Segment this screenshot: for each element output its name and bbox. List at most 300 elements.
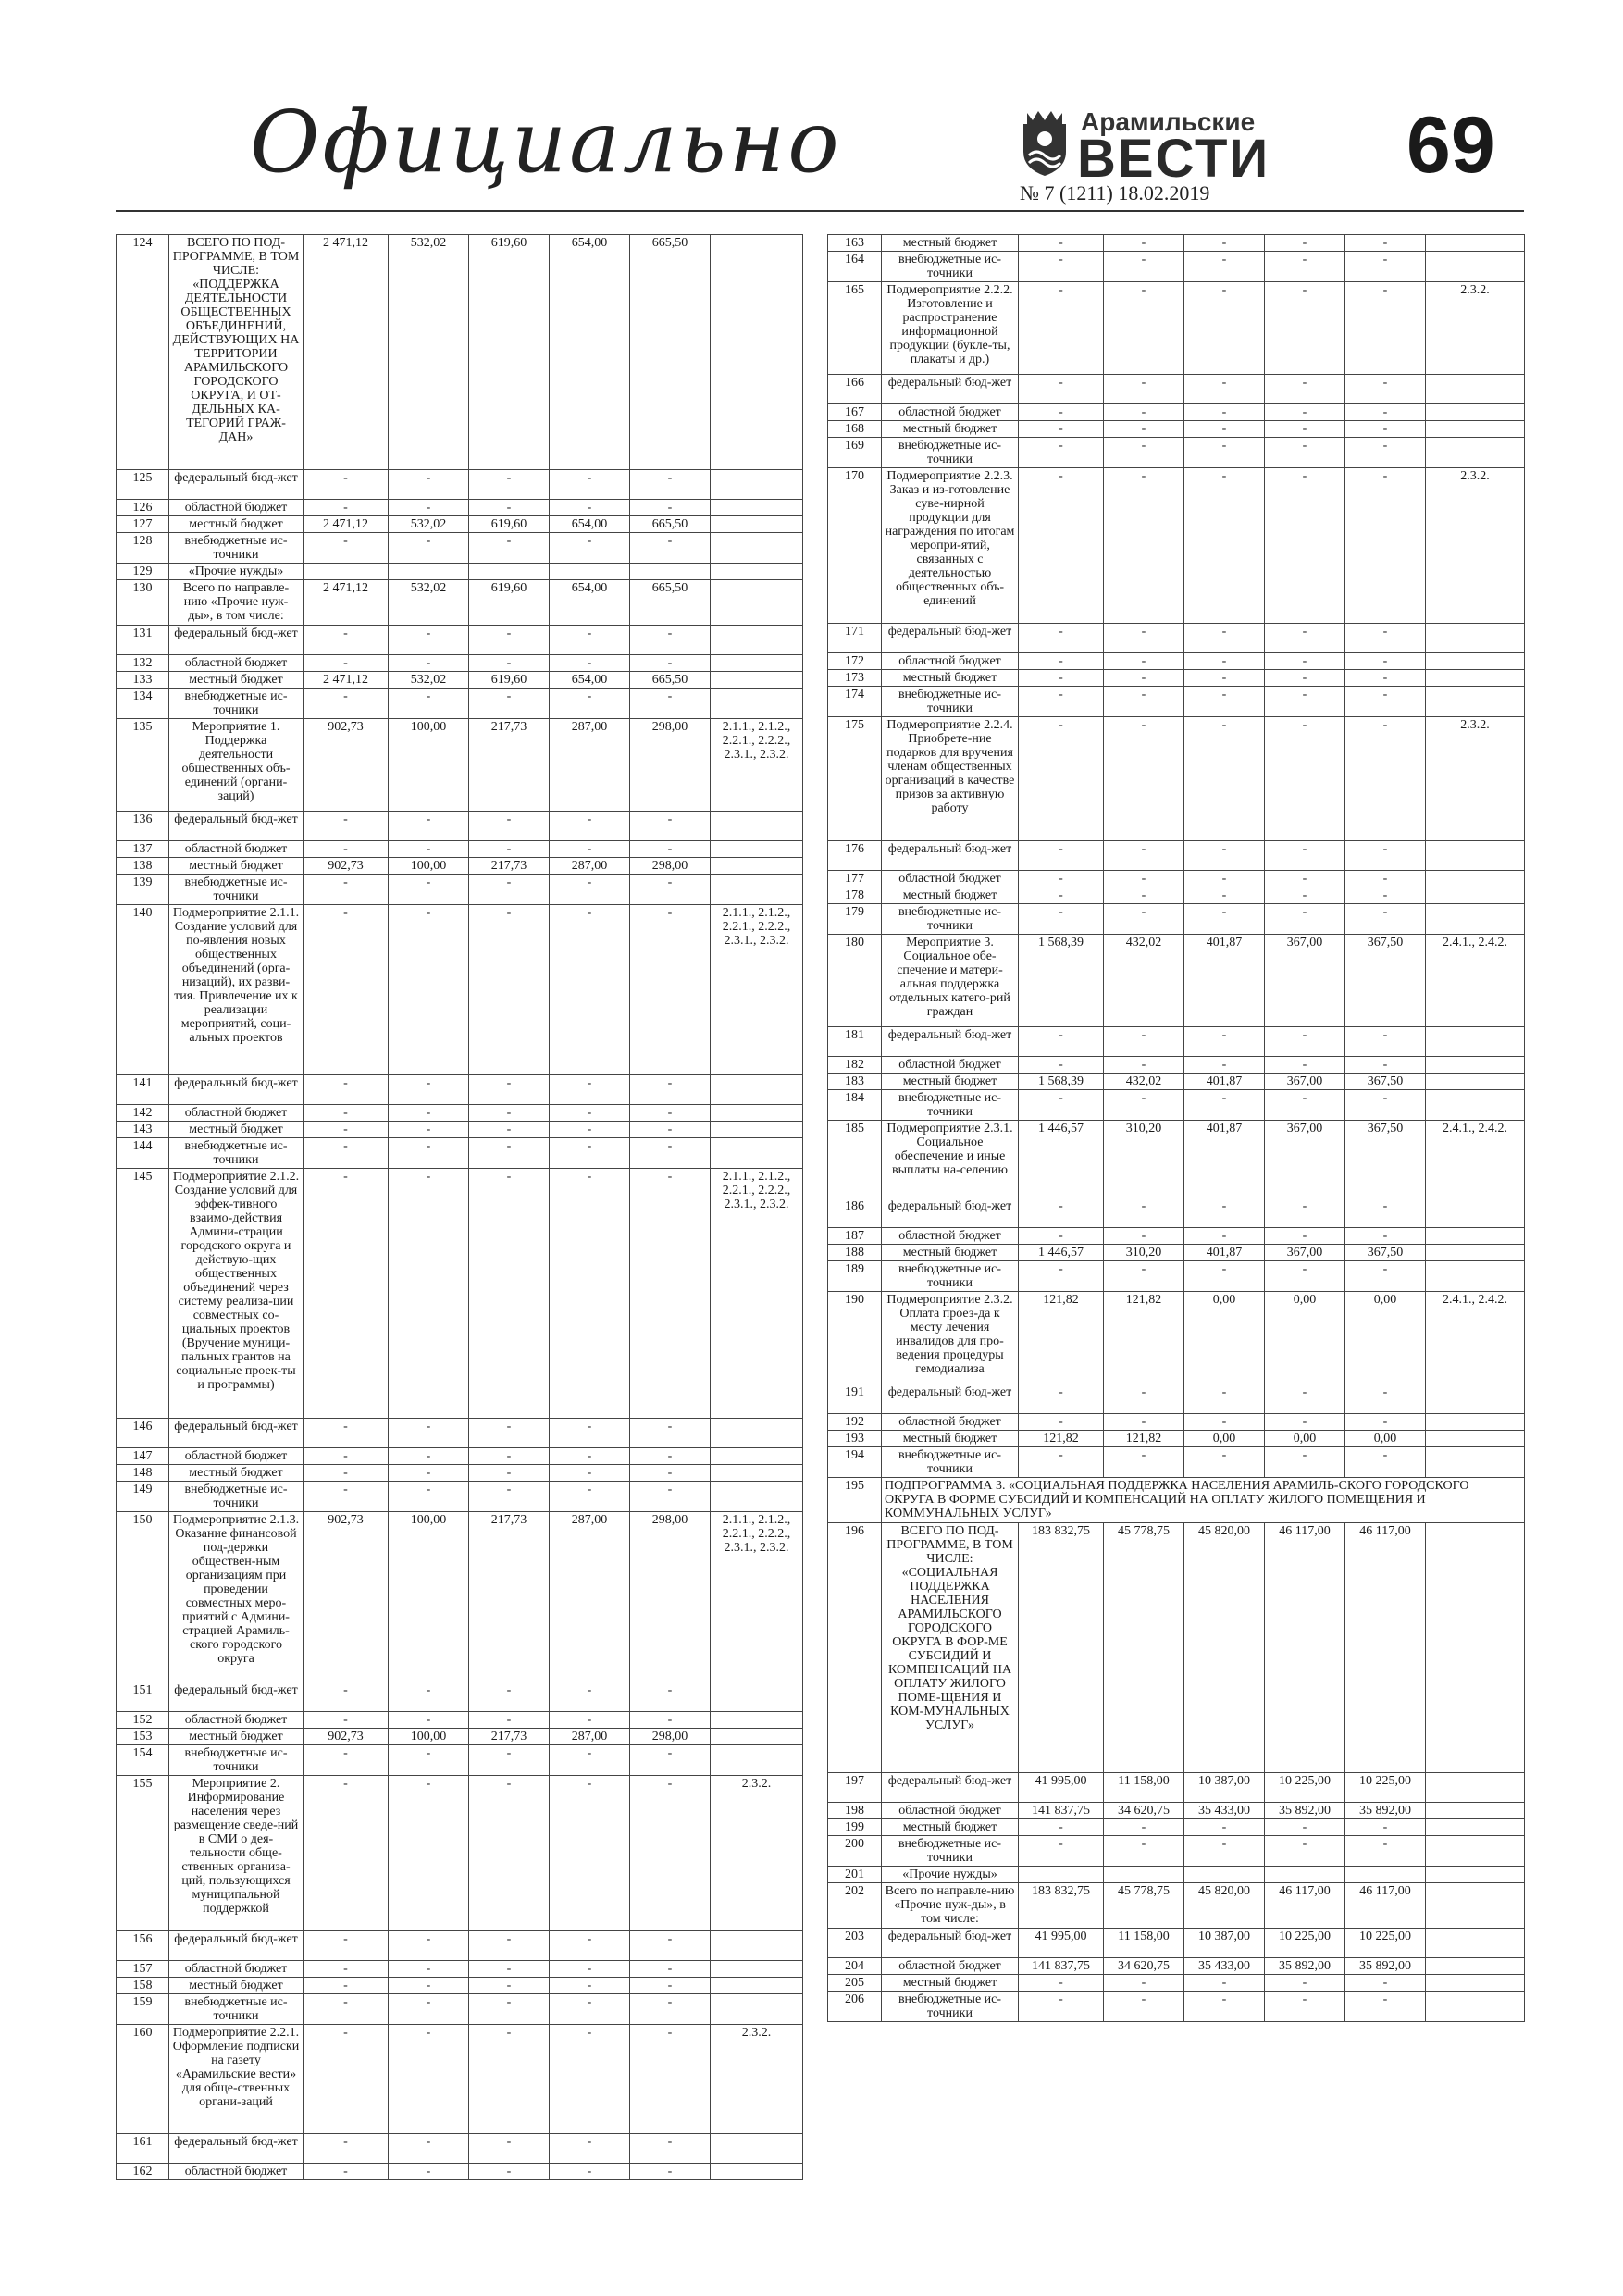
row-number-cell: 196 (828, 1523, 882, 1773)
year-3-cell: - (550, 1776, 630, 1931)
year-3-cell: - (1265, 1384, 1345, 1414)
year-2-cell: - (469, 689, 550, 719)
year-1-cell: - (1104, 375, 1184, 404)
item-name-cell: федеральный бюд-жет (882, 1384, 1019, 1414)
total-cell (304, 564, 389, 580)
table-row (117, 1978, 803, 1994)
year-3-cell: - (550, 2164, 630, 2180)
item-name-cell: областной бюджет (169, 1961, 304, 1978)
item-name-cell: Мероприятие 1. Поддержка деятельности общественных объ-единений (органи-заций) (169, 719, 304, 812)
year-2-cell: 401,87 (1184, 935, 1265, 1027)
row-number-cell: 184 (828, 1090, 882, 1121)
table-row (828, 653, 1525, 670)
year-2-cell: 45 820,00 (1184, 1883, 1265, 1929)
year-2-cell: 217,73 (469, 1729, 550, 1745)
table-row (117, 1105, 803, 1122)
total-cell: - (304, 1482, 389, 1512)
item-name-cell: областной бюджет (882, 653, 1019, 670)
year-3-cell: 287,00 (550, 1729, 630, 1745)
target-indicator-cell (711, 875, 803, 905)
year-3-cell: 35 892,00 (1265, 1958, 1345, 1975)
year-1-cell (1104, 1867, 1184, 1883)
target-indicator-cell (711, 1075, 803, 1105)
total-cell: - (304, 1448, 389, 1465)
year-2-cell: - (469, 1961, 550, 1978)
year-2-cell: - (1184, 1261, 1265, 1292)
year-1-cell: - (389, 500, 469, 516)
year-4-cell: - (1345, 1228, 1426, 1245)
year-4-cell: - (1345, 235, 1426, 252)
row-number-cell: 193 (828, 1431, 882, 1447)
year-1-cell: - (1104, 468, 1184, 624)
row-number-cell: 162 (117, 2164, 169, 2180)
year-3-cell: - (550, 1961, 630, 1978)
year-3-cell: 287,00 (550, 858, 630, 875)
table-row (828, 887, 1525, 904)
year-3-cell: 654,00 (550, 516, 630, 533)
year-3-cell: - (1265, 1090, 1345, 1121)
row-number-cell: 163 (828, 235, 882, 252)
item-name-cell: ВСЕГО ПО ПОД-ПРОГРАММЕ, В ТОМ ЧИСЛЕ: «СОЦИАЛЬНАЯ ПОДДЕРЖКА НАСЕЛЕНИЯ АРАМИЛЬСКОГО ГОРОДСКОГО ОКРУГА В ФОР-МЕ СУБСИДИЙ И КОМПЕНСАЦИЙ НА ОПЛАТУ ЖИЛОГО ПОМЕ-ЩЕНИЯ И КОМ-МУНАЛЬНЫХ УСЛУГ» (882, 1523, 1019, 1773)
year-3-cell: - (1265, 1027, 1345, 1057)
year-1-cell: - (1104, 871, 1184, 887)
total-cell: - (1019, 421, 1104, 438)
year-1-cell: - (389, 1448, 469, 1465)
year-3-cell: - (550, 533, 630, 564)
year-1-cell: - (1104, 235, 1184, 252)
year-1-cell: - (1104, 1992, 1184, 2022)
target-indicator-cell (1426, 1261, 1525, 1292)
year-4-cell: - (630, 2134, 711, 2164)
year-3-cell (1265, 1867, 1345, 1883)
total-cell: - (1019, 468, 1104, 624)
item-name-cell: местный бюджет (882, 1975, 1019, 1992)
year-2-cell: - (469, 1122, 550, 1138)
year-3-cell: 367,00 (1265, 1074, 1345, 1090)
year-3-cell: - (1265, 624, 1345, 653)
target-indicator-cell (711, 1745, 803, 1776)
total-cell: - (304, 500, 389, 516)
year-3-cell: - (1265, 841, 1345, 871)
year-2-cell: - (1184, 670, 1265, 687)
year-3-cell: - (550, 470, 630, 500)
year-1-cell: - (1104, 1057, 1184, 1074)
row-number-cell: 192 (828, 1414, 882, 1431)
year-2-cell: - (469, 812, 550, 841)
row-number-cell: 144 (117, 1138, 169, 1169)
row-number-cell: 204 (828, 1958, 882, 1975)
year-3-cell: - (1265, 1057, 1345, 1074)
row-number-cell: 180 (828, 935, 882, 1027)
total-cell: - (1019, 235, 1104, 252)
target-indicator-cell (711, 1961, 803, 1978)
year-4-cell: - (1345, 653, 1426, 670)
year-4-cell: - (630, 841, 711, 858)
table-row (117, 1075, 803, 1105)
year-4-cell: 10 225,00 (1345, 1929, 1426, 1958)
target-indicator-cell (1426, 1447, 1525, 1478)
total-cell: - (304, 1961, 389, 1978)
table-row (828, 871, 1525, 887)
year-3-cell: - (1265, 653, 1345, 670)
year-4-cell: - (630, 689, 711, 719)
year-4-cell: - (630, 1482, 711, 1512)
year-4-cell: 367,50 (1345, 1245, 1426, 1261)
year-2-cell (1184, 1867, 1265, 1883)
item-name-cell: Мероприятие 2. Информирование населения через размещение сведе-ний в СМИ о дея-тельности обще-ственных организа-ций, пользующихся муниципальной поддержкой (169, 1776, 304, 1931)
item-name-cell: федеральный бюд-жет (882, 375, 1019, 404)
row-number-cell: 130 (117, 580, 169, 626)
total-cell: 141 837,75 (1019, 1958, 1104, 1975)
year-2-cell: - (469, 1169, 550, 1419)
year-4-cell: - (630, 1448, 711, 1465)
item-name-cell: внебюджетные ис-точники (882, 1447, 1019, 1478)
target-indicator-cell (711, 1978, 803, 1994)
year-1-cell: - (389, 1712, 469, 1729)
row-number-cell: 125 (117, 470, 169, 500)
year-1-cell: - (389, 689, 469, 719)
row-number-cell: 157 (117, 1961, 169, 1978)
item-name-cell: местный бюджет (882, 1074, 1019, 1090)
year-3-cell: - (1265, 887, 1345, 904)
table-row (828, 1992, 1525, 2022)
row-number-cell: 131 (117, 626, 169, 655)
target-indicator-cell (711, 1122, 803, 1138)
year-4-cell: - (1345, 438, 1426, 468)
row-number-cell: 185 (828, 1121, 882, 1198)
year-3-cell: - (1265, 404, 1345, 421)
total-cell: 902,73 (304, 858, 389, 875)
item-name-cell: Мероприятие 3. Социальное обе-спечение и матери-альная поддержка отдельных катего-рий граждан (882, 935, 1019, 1027)
year-3-cell: - (550, 1482, 630, 1512)
year-1-cell: - (1104, 1384, 1184, 1414)
total-cell: - (1019, 871, 1104, 887)
year-2-cell: - (1184, 1836, 1265, 1867)
year-4-cell: - (1345, 1992, 1426, 2022)
total-cell: 141 837,75 (1019, 1803, 1104, 1819)
year-3-cell: 654,00 (550, 580, 630, 626)
year-1-cell: - (1104, 841, 1184, 871)
table-row (828, 1867, 1525, 1883)
city-coat-of-arms-icon (1018, 109, 1072, 178)
year-2-cell: 217,73 (469, 1512, 550, 1682)
year-3-cell: - (1265, 717, 1345, 841)
row-number-cell: 126 (117, 500, 169, 516)
row-number-cell: 146 (117, 1419, 169, 1448)
year-2-cell: 619,60 (469, 580, 550, 626)
total-cell: - (304, 875, 389, 905)
item-name-cell: федеральный бюд-жет (169, 812, 304, 841)
year-1-cell: - (1104, 687, 1184, 717)
table-row (117, 655, 803, 672)
year-4-cell: - (630, 500, 711, 516)
year-4-cell: - (630, 1712, 711, 1729)
total-cell: 41 995,00 (1019, 1929, 1104, 1958)
year-3-cell: 367,00 (1265, 1245, 1345, 1261)
total-cell: - (1019, 1090, 1104, 1121)
total-cell: - (1019, 1384, 1104, 1414)
budget-table-left (116, 234, 803, 2180)
year-3-cell: 35 892,00 (1265, 1803, 1345, 1819)
year-2-cell: 10 387,00 (1184, 1773, 1265, 1803)
year-4-cell: - (1345, 1198, 1426, 1228)
year-1-cell: 532,02 (389, 516, 469, 533)
row-number-cell: 200 (828, 1836, 882, 1867)
year-2-cell: - (1184, 438, 1265, 468)
year-3-cell: - (1265, 468, 1345, 624)
row-number-cell: 201 (828, 1867, 882, 1883)
table-row (117, 875, 803, 905)
year-1-cell: 11 158,00 (1104, 1773, 1184, 1803)
table-row (117, 1961, 803, 1978)
target-indicator-cell (1426, 1074, 1525, 1090)
table-row (828, 1414, 1525, 1431)
total-cell: - (304, 812, 389, 841)
row-number-cell: 161 (117, 2134, 169, 2164)
total-cell: - (1019, 653, 1104, 670)
table-row (828, 624, 1525, 653)
year-3-cell: - (550, 875, 630, 905)
table-row (828, 1261, 1525, 1292)
year-4-cell: - (1345, 252, 1426, 282)
item-name-cell: областной бюджет (882, 1228, 1019, 1245)
item-name-cell: областной бюджет (882, 1057, 1019, 1074)
year-4-cell: - (630, 1169, 711, 1419)
table-row (117, 235, 803, 470)
row-number-cell: 134 (117, 689, 169, 719)
year-1-cell: - (389, 2134, 469, 2164)
target-indicator-cell (711, 626, 803, 655)
row-number-cell: 149 (117, 1482, 169, 1512)
year-2-cell: - (1184, 1992, 1265, 2022)
section-title: Официально (250, 93, 842, 192)
year-3-cell: 0,00 (1265, 1292, 1345, 1384)
year-1-cell: - (1104, 1836, 1184, 1867)
year-4-cell: - (1345, 717, 1426, 841)
item-name-cell: местный бюджет (882, 670, 1019, 687)
year-2-cell: - (1184, 1819, 1265, 1836)
row-number-cell: 194 (828, 1447, 882, 1478)
total-cell: 2 471,12 (304, 516, 389, 533)
total-cell (1019, 1867, 1104, 1883)
item-name-cell: ВСЕГО ПО ПОД-ПРОГРАММЕ, В ТОМ ЧИСЛЕ: «ПОДДЕРЖКА ДЕЯТЕЛЬНОСТИ ОБЩЕСТВЕННЫХ ОБЪЕДИНЕНИЙ, ДЕЙСТВУЮЩИХ НА ТЕРРИТОРИИ АРАМИЛЬСКОГО ГОРОДСКОГО ОКРУГА, И ОТ-ДЕЛЬНЫХ КА-ТЕГОРИЙ ГРАЖ-ДАН» (169, 235, 304, 470)
item-name-cell: Подмероприятие 2.1.1. Создание условий для по-явления новых общественных объединений (орга-низаций), их разви-тия. Привлечение их к реализации мероприятий, соци-альных проектов (169, 905, 304, 1075)
year-4-cell: 298,00 (630, 1512, 711, 1682)
target-indicator-cell (711, 1729, 803, 1745)
table-row (117, 564, 803, 580)
year-3-cell: - (550, 500, 630, 516)
total-cell: - (304, 1745, 389, 1776)
row-number-cell: 186 (828, 1198, 882, 1228)
item-name-cell: местный бюджет (882, 421, 1019, 438)
year-2-cell: - (469, 2025, 550, 2134)
row-number-cell: 127 (117, 516, 169, 533)
total-cell: 183 832,75 (1019, 1883, 1104, 1929)
year-3-cell: - (1265, 282, 1345, 375)
target-indicator-cell: 2.1.1., 2.1.2., 2.2.1., 2.2.2., 2.3.1., 2.3.2. (711, 905, 803, 1075)
item-name-cell: внебюджетные ис-точники (169, 533, 304, 564)
target-indicator-cell (711, 564, 803, 580)
year-3-cell: - (550, 1978, 630, 1994)
table-row (828, 670, 1525, 687)
item-name-cell: Всего по направле-нию «Прочие нуж-ды», в том числе: (882, 1883, 1019, 1929)
year-2-cell: - (1184, 282, 1265, 375)
target-indicator-cell (711, 2164, 803, 2180)
year-2-cell: - (469, 905, 550, 1075)
year-2-cell: - (1184, 468, 1265, 624)
year-1-cell: - (389, 1169, 469, 1419)
table-row (117, 1776, 803, 1931)
year-1-cell: - (389, 1682, 469, 1712)
year-4-cell: 35 892,00 (1345, 1958, 1426, 1975)
target-indicator-cell (711, 2134, 803, 2164)
budget-table-left-body (117, 235, 803, 2180)
year-3-cell: - (550, 812, 630, 841)
item-name-cell: федеральный бюд-жет (169, 1931, 304, 1961)
row-number-cell: 141 (117, 1075, 169, 1105)
target-indicator-cell (1426, 1090, 1525, 1121)
target-indicator-cell (1426, 1431, 1525, 1447)
year-1-cell: - (1104, 438, 1184, 468)
total-cell: - (1019, 1447, 1104, 1478)
item-name-cell: областной бюджет (882, 1414, 1019, 1431)
table-row (117, 1419, 803, 1448)
total-cell: 1 568,39 (1019, 1074, 1104, 1090)
target-indicator-cell (1426, 1027, 1525, 1057)
row-number-cell: 183 (828, 1074, 882, 1090)
year-4-cell: - (1345, 1414, 1426, 1431)
target-indicator-cell (1426, 904, 1525, 935)
target-indicator-cell (1426, 404, 1525, 421)
target-indicator-cell (711, 235, 803, 470)
table-row (828, 1431, 1525, 1447)
year-4-cell: 46 117,00 (1345, 1883, 1426, 1929)
row-number-cell: 132 (117, 655, 169, 672)
year-1-cell: - (1104, 1027, 1184, 1057)
table-row (828, 1883, 1525, 1929)
year-1-cell: - (1104, 1261, 1184, 1292)
year-1-cell: 121,82 (1104, 1431, 1184, 1447)
item-name-cell: внебюджетные ис-точники (169, 1745, 304, 1776)
target-indicator-cell (1426, 1929, 1525, 1958)
year-3-cell: - (1265, 1975, 1345, 1992)
total-cell: - (1019, 1836, 1104, 1867)
target-indicator-cell (1426, 438, 1525, 468)
table-row (828, 1773, 1525, 1803)
year-3-cell: - (550, 655, 630, 672)
year-4-cell: 367,50 (1345, 935, 1426, 1027)
total-cell: - (304, 1465, 389, 1482)
row-number-cell: 153 (117, 1729, 169, 1745)
year-4-cell: - (630, 2025, 711, 2134)
row-number-cell: 189 (828, 1261, 882, 1292)
table-row (828, 1975, 1525, 1992)
header-rule (116, 210, 1524, 212)
year-3-cell: - (1265, 871, 1345, 887)
year-4-cell: - (1345, 1090, 1426, 1121)
item-name-cell: внебюджетные ис-точники (882, 904, 1019, 935)
item-name-cell: внебюджетные ис-точники (882, 252, 1019, 282)
year-3-cell: - (1265, 1228, 1345, 1245)
year-1-cell: 310,20 (1104, 1121, 1184, 1198)
item-name-cell: федеральный бюд-жет (169, 470, 304, 500)
target-indicator-cell (1426, 1803, 1525, 1819)
row-number-cell: 198 (828, 1803, 882, 1819)
row-number-cell: 173 (828, 670, 882, 687)
year-2-cell: - (1184, 653, 1265, 670)
year-2-cell: - (1184, 871, 1265, 887)
total-cell: - (1019, 1228, 1104, 1245)
target-indicator-cell (1426, 1245, 1525, 1261)
page-number: 69 (1406, 101, 1495, 190)
target-indicator-cell (1426, 1883, 1525, 1929)
year-3-cell: - (550, 1075, 630, 1105)
total-cell: - (1019, 282, 1104, 375)
year-1-cell: 100,00 (389, 858, 469, 875)
year-1-cell: - (389, 1419, 469, 1448)
row-number-cell: 167 (828, 404, 882, 421)
row-number-cell: 124 (117, 235, 169, 470)
target-indicator-cell (1426, 1836, 1525, 1867)
year-4-cell: 46 117,00 (1345, 1523, 1426, 1773)
item-name-cell: местный бюджет (169, 1978, 304, 1994)
year-1-cell: - (1104, 421, 1184, 438)
table-row (117, 719, 803, 812)
row-number-cell: 191 (828, 1384, 882, 1414)
year-1-cell: - (389, 1105, 469, 1122)
item-name-cell: местный бюджет (882, 1819, 1019, 1836)
year-3-cell: 10 225,00 (1265, 1929, 1345, 1958)
year-4-cell: 10 225,00 (1345, 1773, 1426, 1803)
total-cell: - (304, 1712, 389, 1729)
year-3-cell: - (1265, 1261, 1345, 1292)
year-4-cell: - (630, 533, 711, 564)
year-2-cell: - (1184, 375, 1265, 404)
item-name-cell: внебюджетные ис-точники (169, 1994, 304, 2025)
year-2-cell: - (469, 1682, 550, 1712)
year-3-cell: 654,00 (550, 235, 630, 470)
year-4-cell: - (630, 875, 711, 905)
target-indicator-cell (1426, 1819, 1525, 1836)
year-3-cell: - (1265, 252, 1345, 282)
target-indicator-cell (711, 1931, 803, 1961)
year-1-cell: - (389, 2164, 469, 2180)
item-name-cell: внебюджетные ис-точники (882, 438, 1019, 468)
year-1-cell: 11 158,00 (1104, 1929, 1184, 1958)
row-number-cell: 128 (117, 533, 169, 564)
total-cell: - (304, 2025, 389, 2134)
target-indicator-cell (1426, 1523, 1525, 1773)
total-cell: - (304, 655, 389, 672)
row-number-cell: 171 (828, 624, 882, 653)
year-2-cell: - (469, 1419, 550, 1448)
total-cell: 902,73 (304, 1729, 389, 1745)
total-cell: - (304, 2134, 389, 2164)
year-3-cell: 367,00 (1265, 1121, 1345, 1198)
year-3-cell: - (550, 1994, 630, 2025)
year-3-cell: 654,00 (550, 672, 630, 689)
item-name-cell: федеральный бюд-жет (169, 1419, 304, 1448)
year-4-cell: - (1345, 841, 1426, 871)
item-name-cell: внебюджетные ис-точники (882, 1992, 1019, 2022)
year-2-cell: - (1184, 421, 1265, 438)
subprogram-title-cell: ПОДПРОГРАММА 3. «СОЦИАЛЬНАЯ ПОДДЕРЖКА НАСЕЛЕНИЯ АРАМИЛЬ-СКОГО ГОРОДСКОГО ОКРУГА В ФОРМЕ СУБСИДИЙ И КОМПЕНСАЦИЙ НА ОПЛАТУ ЖИЛОГО ПОМЕЩЕНИЯ И КОММУНАЛЬНЫХ УСЛУГ» (882, 1478, 1525, 1523)
year-4-cell: 35 892,00 (1345, 1803, 1426, 1819)
item-name-cell: внебюджетные ис-точники (169, 1482, 304, 1512)
table-row (828, 421, 1525, 438)
row-number-cell: 175 (828, 717, 882, 841)
target-indicator-cell (1426, 1958, 1525, 1975)
